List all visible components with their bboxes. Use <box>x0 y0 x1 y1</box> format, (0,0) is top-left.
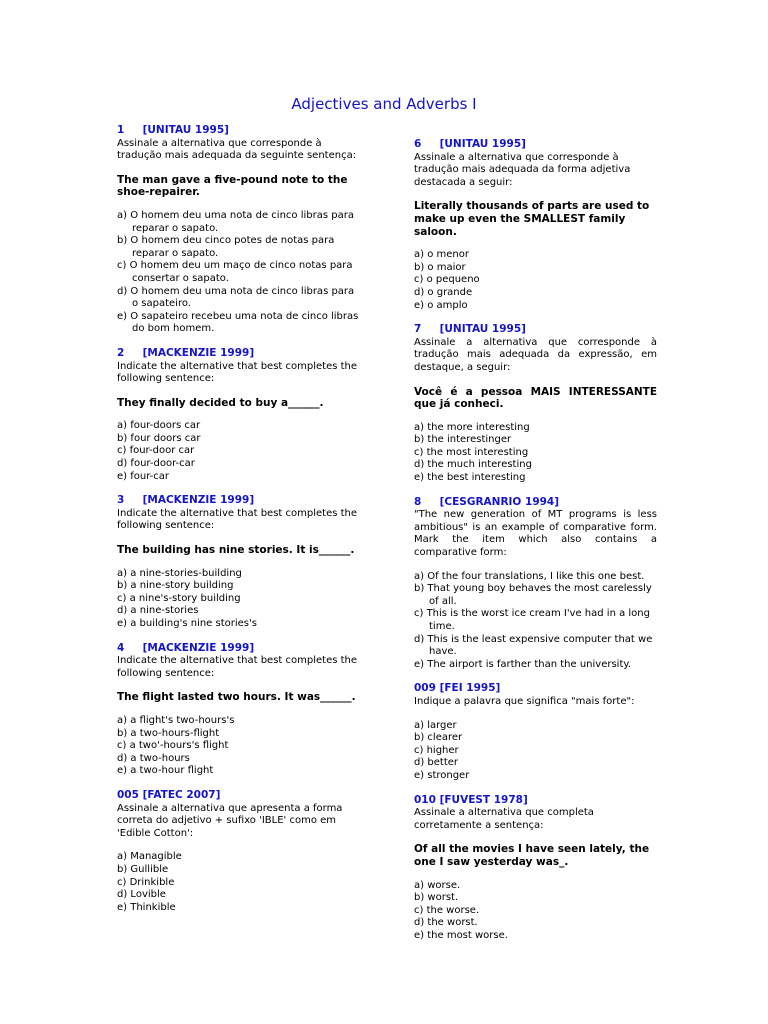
answer-option: e) the most worse. <box>414 929 508 941</box>
question-sentence: They finally decided to buy a______. <box>117 396 324 409</box>
answer-option: b) a two-hours-flight <box>117 727 220 739</box>
question-header: 010 [FUVEST 1978] <box>414 793 528 806</box>
question-header: 009 [FEI 1995] <box>414 682 501 695</box>
question-block <box>117 124 362 336</box>
question-prompt: Assinale a alternativa que corresponde à tradução mais adequada da seguinte sentença: <box>117 137 357 162</box>
question-prompt: Indicate the alternative that best completes the following sentence: <box>117 507 358 532</box>
question-header: 005 [FATEC 2007] <box>117 788 221 801</box>
answer-option: e) four-car <box>117 470 170 482</box>
answer-option: c) the most interesting <box>414 446 529 458</box>
answer-option: d) O homem deu uma nota de cinco libras para o sapateiro. <box>117 285 355 310</box>
answer-option: c) a two'-hours's flight <box>117 740 229 752</box>
answer-option: b) O homem deu cinco potes de notas para reparar o sapato. <box>117 235 335 259</box>
question-header: 4 [MACKENZIE 1999] <box>117 641 255 654</box>
answer-options <box>117 568 362 631</box>
answer-option: a) Of the four translations, I like this one best. <box>414 570 645 582</box>
question-header: 1 [UNITAU 1995] <box>117 124 229 136</box>
answer-option: b) four doors car <box>117 432 201 444</box>
page-title: Adjectives and Adverbs I <box>291 95 477 113</box>
question-block <box>414 794 657 943</box>
answer-option: a) a nine-stories-building <box>117 567 242 579</box>
question-block <box>117 789 362 914</box>
answer-option: d) This is the least expensive computer that we have. <box>414 633 653 658</box>
answer-option: b) Gullible <box>117 863 169 875</box>
answer-option: e) The airport is farther than the university. <box>414 658 632 670</box>
question-sentence: The building has nine stories. It is______. <box>117 544 355 557</box>
question-prompt: Assinale a alternativa que completa corretamente a sentença: <box>414 807 594 831</box>
question-header: 3 [MACKENZIE 1999] <box>117 494 255 507</box>
question-block <box>414 496 657 672</box>
question-block <box>414 323 657 485</box>
answer-option: a) o menor <box>414 249 469 261</box>
question-block <box>414 138 657 312</box>
question-block <box>414 682 657 782</box>
answer-option: a) a flight's two-hours's <box>117 714 235 726</box>
answer-option: b) o maior <box>414 261 466 273</box>
answer-option: b) a nine-story building <box>117 580 234 592</box>
answer-option: d) o grande <box>414 286 473 298</box>
answer-options <box>414 249 657 312</box>
answer-option: a) larger <box>414 719 457 731</box>
question-sentence: Você é a pessoa MAIS INTERESSANTE que já conheci. <box>414 385 657 411</box>
question-prompt: Indicate the alternative that best completes the following sentence: <box>117 655 358 679</box>
question-prompt: Assinale a alternativa que apresenta a forma correta do adjetivo + sufixo 'IBLE' como em 'Edible Cotton': <box>117 802 343 839</box>
question-prompt: Indique a palavra que significa "mais forte": <box>414 695 635 707</box>
answer-option: c) four-door car <box>117 445 195 457</box>
answer-option: b) the interestinger <box>414 434 512 446</box>
answer-option: d) the much interesting <box>414 459 532 471</box>
question-prompt: "The new generation of MT programs is less ambitious" is an example of comparative form. Mark the item which also contains a comparative form: <box>414 509 657 559</box>
answer-option: d) a nine-stories <box>117 605 199 617</box>
question-sentence: Of all the movies I have seen lately, the one I saw yesterday was_. <box>414 843 650 868</box>
answer-options <box>414 571 657 672</box>
right-column <box>414 138 657 953</box>
answer-option: c) This is the worst ice cream I've had in a long time. <box>414 608 650 632</box>
answer-option: e) stronger <box>414 769 470 781</box>
answer-option: a) worse. <box>414 879 461 891</box>
answer-option: d) four-door-car <box>117 458 195 470</box>
answer-options <box>414 880 657 943</box>
answer-option: c) the worse. <box>414 904 480 916</box>
question-header: 8 [CESGRANRIO 1994] <box>414 495 560 508</box>
answer-options <box>117 420 362 483</box>
answer-option: a) Managible <box>117 851 182 863</box>
answer-options <box>117 851 362 914</box>
answer-options <box>414 422 657 485</box>
answer-options <box>117 210 362 336</box>
answer-option: d) Lovible <box>117 889 166 901</box>
answer-option: d) the worst. <box>414 917 478 929</box>
answer-option: c) higher <box>414 744 459 756</box>
answer-option: c) Drinkible <box>117 876 175 888</box>
answer-option: c) a nine's-story building <box>117 592 241 604</box>
answer-option: e) O sapateiro recebeu uma nota de cinco libras do bom homem. <box>117 310 359 335</box>
question-header: 7 [UNITAU 1995] <box>414 323 526 336</box>
question-block <box>117 347 362 483</box>
answer-option: a) four-doors car <box>117 420 201 432</box>
answer-option: e) the best interesting <box>414 472 526 484</box>
answer-option: a) the more interesting <box>414 421 530 433</box>
left-column <box>117 124 362 925</box>
answer-option: c) o pequeno <box>414 274 480 286</box>
answer-option: e) o amplo <box>414 299 468 311</box>
answer-option: e) Thinkible <box>117 901 176 913</box>
question-prompt: Indicate the alternative that best completes the following sentence: <box>117 360 358 385</box>
answer-option: b) worst. <box>414 892 459 904</box>
answer-options <box>117 715 362 778</box>
question-prompt: Assinale a alternativa que corresponde à tradução mais adequada da forma adjetiva destacada a seguir: <box>414 151 631 188</box>
answer-options <box>414 720 657 783</box>
answer-option: e) a building's nine stories's <box>117 618 257 629</box>
answer-option: d) better <box>414 757 459 769</box>
question-sentence: The flight lasted two hours. It was______. <box>117 691 356 704</box>
question-sentence: The man gave a five-pound note to the shoe-repairer. <box>117 173 348 199</box>
question-sentence: Literally thousands of parts are used to make up even the SMALLEST family saloon. <box>414 200 650 238</box>
question-block <box>117 494 362 630</box>
question-prompt: Assinale a alternativa que corresponde à tradução mais adequada da expressão, em destaque, a seguir: <box>414 336 657 373</box>
answer-option: c) O homem deu um maço de cinco notas para consertar o sapato. <box>117 260 353 284</box>
answer-option: e) a two-hour flight <box>117 765 214 777</box>
question-header: 6 [UNITAU 1995] <box>414 138 526 150</box>
answer-option: b) That young boy behaves the most carelessly of all. <box>414 583 652 607</box>
question-header: 2 [MACKENZIE 1999] <box>117 346 255 359</box>
question-block <box>117 642 362 778</box>
answer-option: a) O homem deu uma nota de cinco libras para reparar o sapato. <box>117 209 354 234</box>
answer-option: b) clearer <box>414 732 463 744</box>
answer-option: d) a two-hours <box>117 752 190 764</box>
